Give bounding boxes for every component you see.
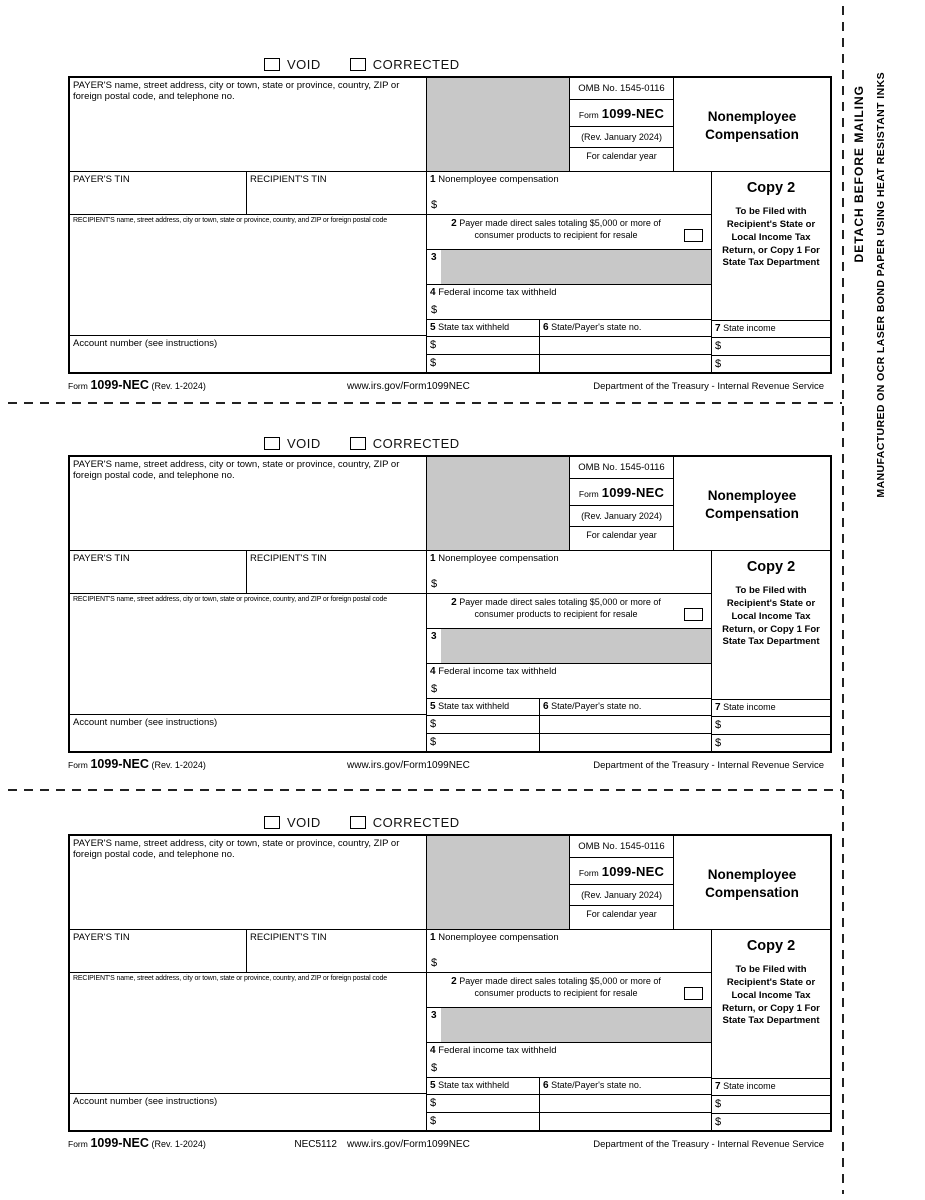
box2-label: Payer made direct sales totaling $5,000 or more of consumer products to recipient for resale [459, 976, 661, 998]
box7-state-income [712, 1078, 830, 1130]
account-number-label: Account number (see instructions) [73, 1096, 218, 1107]
corrected-checkbox[interactable] [350, 437, 366, 450]
box3-number: 3 [431, 252, 437, 263]
box4-number: 4 [430, 666, 436, 677]
box2-number: 2 [451, 976, 457, 987]
box6-state-payer-no [540, 699, 712, 751]
dollar-sign: $ [430, 736, 437, 748]
box5-number: 5 [430, 322, 436, 333]
footer-form-id [68, 378, 206, 392]
form-title: Nonemployee Compensation [674, 78, 830, 172]
box3-shaded [427, 629, 712, 664]
box6-label: State/Payer's state no. [551, 701, 642, 711]
box7-state-income [712, 320, 830, 372]
treasury-label: Department of the Treasury - Internal Revenue Service [593, 1139, 824, 1150]
box6-entry-row [540, 1094, 711, 1112]
dollar-sign: $ [431, 199, 438, 212]
recipient-tin-field [247, 172, 427, 215]
dollar-sign: $ [431, 304, 438, 317]
box3-number: 3 [431, 631, 437, 642]
irs-url: www.irs.gov/Form1099NEC [347, 760, 470, 771]
corrected-label: CORRECTED [372, 56, 460, 72]
box5-number: 5 [430, 1080, 436, 1091]
form-number-cell [570, 100, 673, 127]
box5-label: State tax withheld [438, 1080, 510, 1090]
account-number-label: Account number (see instructions) [73, 717, 218, 728]
box3-shaded [427, 250, 712, 285]
account-number-field [70, 1094, 427, 1130]
corrected-checkbox[interactable] [350, 58, 366, 71]
footer-form-id [68, 1136, 206, 1150]
payer-info-label: PAYER'S name, street address, city or town, state or province, country, ZIP or foreign postal code, and telephone no. [73, 80, 400, 103]
corrected-label: CORRECTED [372, 814, 460, 830]
footer-form-word: Form [68, 1139, 88, 1149]
box7-number: 7 [715, 702, 721, 713]
payer-info-field [70, 836, 427, 930]
dollar-sign: $ [715, 719, 722, 731]
void-corrected-row [264, 435, 460, 451]
shaded-area-box3 [441, 250, 711, 284]
box2-number: 2 [451, 218, 457, 229]
form-number: 1099-NEC [601, 864, 665, 879]
account-number-label: Account number (see instructions) [73, 338, 218, 349]
omb-column [570, 836, 674, 930]
dollar-sign: $ [430, 1115, 437, 1127]
product-code: NEC5112 [294, 1139, 337, 1150]
shaded-area-top [427, 78, 570, 172]
void-label: VOID [287, 435, 321, 451]
recipient-tin-field [247, 930, 427, 973]
recipient-info-field [70, 973, 427, 1094]
box6-label: State/Payer's state no. [551, 322, 642, 332]
account-number-field [70, 336, 427, 372]
void-checkbox[interactable] [264, 816, 280, 829]
dollar-sign: $ [430, 718, 437, 730]
recipient-info-label: RECIPIENT'S name, street address, city or town, state or province, country, and ZIP or foreign postal code [73, 596, 387, 603]
calendar-year-label: For calendar year [586, 909, 657, 919]
form-word: Form [578, 110, 599, 120]
form-footer [68, 378, 828, 394]
form-number: 1099-NEC [601, 485, 665, 500]
void-corrected-row [264, 56, 460, 72]
payer-info-field [70, 78, 427, 172]
copy-label: Copy 2 [746, 180, 796, 196]
dollar-sign: $ [715, 737, 722, 749]
box6-entry-row [540, 336, 711, 354]
copy-column [712, 172, 830, 320]
treasury-label: Department of the Treasury - Internal Revenue Service [593, 760, 824, 771]
recipient-tin-label: RECIPIENT'S TIN [250, 932, 327, 943]
copy-label: Copy 2 [746, 938, 796, 954]
dollar-sign: $ [715, 1116, 722, 1128]
revision-date: (Rev. January 2024) [570, 506, 673, 527]
box4-federal-tax-withheld [427, 1043, 712, 1078]
detach-before-mailing-text: DETACH BEFORE MAILING [852, 85, 866, 263]
box6-entry-row [540, 733, 711, 751]
form-body [68, 76, 832, 374]
irs-url: www.irs.gov/Form1099NEC [347, 1139, 470, 1150]
dollar-sign: $ [430, 1097, 437, 1109]
form-word: Form [578, 868, 599, 878]
box1-number: 1 [430, 174, 436, 185]
box5-state-tax-withheld [427, 699, 540, 751]
dollar-sign: $ [431, 957, 438, 970]
box7-label: State income [723, 323, 776, 333]
box2-direct-sales [427, 215, 712, 250]
form-footer [68, 1136, 828, 1152]
shaded-area-top [427, 836, 570, 930]
copy-column [712, 930, 830, 1078]
box6-entry-row [540, 715, 711, 733]
dollar-sign: $ [430, 339, 437, 351]
box6-entry-row [540, 354, 711, 372]
form-body [68, 455, 832, 753]
treasury-label: Department of the Treasury - Internal Revenue Service [593, 381, 824, 392]
box5-state-tax-withheld [427, 1078, 540, 1130]
form-number: 1099-NEC [601, 106, 665, 121]
payer-info-label: PAYER'S name, street address, city or town, state or province, country, ZIP or foreign postal code, and telephone no. [73, 838, 400, 861]
box7-number: 7 [715, 1081, 721, 1092]
box1-label: Nonemployee compensation [438, 553, 559, 564]
copy-label: Copy 2 [746, 559, 796, 575]
dollar-sign: $ [431, 1062, 438, 1075]
form-1099-nec [68, 435, 832, 775]
box6-state-payer-no [540, 320, 712, 372]
footer-form-number: 1099-NEC [90, 378, 149, 392]
shaded-area-box3 [441, 629, 711, 663]
copy-instructions: To be Filed with Recipient's State or Local Income Tax Return, or Copy 1 For State Tax Department [722, 206, 820, 269]
box4-label: Federal income tax withheld [438, 287, 557, 298]
footer-form-id [68, 757, 206, 771]
account-number-field [70, 715, 427, 751]
void-corrected-row [264, 814, 460, 830]
box6-state-payer-no [540, 1078, 712, 1130]
form-word: Form [578, 489, 599, 499]
footer-center [347, 381, 470, 392]
box2-number: 2 [451, 597, 457, 608]
box5-label: State tax withheld [438, 322, 510, 332]
footer-revision: (Rev. 1-2024) [151, 1139, 206, 1149]
box4-federal-tax-withheld [427, 664, 712, 699]
box5-state-tax-withheld [427, 320, 540, 372]
footer-form-number: 1099-NEC [90, 757, 149, 771]
corrected-checkbox[interactable] [350, 816, 366, 829]
revision-date: (Rev. January 2024) [570, 127, 673, 148]
box6-label: State/Payer's state no. [551, 1080, 642, 1090]
void-label: VOID [287, 56, 321, 72]
box6-number: 6 [543, 1080, 549, 1091]
box2-checkbox[interactable] [684, 229, 703, 242]
form-number-cell [570, 858, 673, 885]
box4-label: Federal income tax withheld [438, 666, 557, 677]
payer-tin-label: PAYER'S TIN [73, 174, 130, 185]
form-1099-nec [68, 814, 832, 1154]
recipient-info-label: RECIPIENT'S name, street address, city or town, state or province, country, and ZIP or foreign postal code [73, 975, 387, 982]
copy-instructions: To be Filed with Recipient's State or Local Income Tax Return, or Copy 1 For State Tax Department [722, 585, 820, 648]
box2-label: Payer made direct sales totaling $5,000 or more of consumer products to recipient for resale [459, 218, 661, 240]
payer-info-field [70, 457, 427, 551]
box4-number: 4 [430, 1045, 436, 1056]
shaded-area-box3 [441, 1008, 711, 1042]
omb-number: OMB No. 1545-0116 [570, 836, 673, 858]
dollar-sign: $ [431, 578, 438, 591]
form-title: Nonemployee Compensation [674, 457, 830, 551]
box6-entry-row [540, 1112, 711, 1130]
footer-revision: (Rev. 1-2024) [151, 760, 206, 770]
void-label: VOID [287, 814, 321, 830]
irs-url: www.irs.gov/Form1099NEC [347, 381, 470, 392]
payer-tin-field [70, 930, 247, 973]
payer-tin-label: PAYER'S TIN [73, 932, 130, 943]
form-number-cell [570, 479, 673, 506]
dollar-sign: $ [715, 340, 722, 352]
box1-label: Nonemployee compensation [438, 932, 559, 943]
omb-number: OMB No. 1545-0116 [570, 457, 673, 479]
form-1099-nec [68, 56, 832, 396]
box2-checkbox[interactable] [684, 987, 703, 1000]
box7-label: State income [723, 702, 776, 712]
box1-number: 1 [430, 932, 436, 943]
box6-number: 6 [543, 322, 549, 333]
box1-nonemployee-compensation [427, 551, 712, 594]
recipient-info-field [70, 215, 427, 336]
payer-tin-field [70, 551, 247, 594]
box7-number: 7 [715, 323, 721, 334]
footer-center [347, 760, 470, 771]
box3-shaded [427, 1008, 712, 1043]
footer-center [294, 1139, 470, 1150]
box6-number: 6 [543, 701, 549, 712]
dollar-sign: $ [431, 683, 438, 696]
footer-form-word: Form [68, 760, 88, 770]
omb-column [570, 457, 674, 551]
box5-number: 5 [430, 701, 436, 712]
payer-info-label: PAYER'S name, street address, city or town, state or province, country, ZIP or foreign postal code, and telephone no. [73, 459, 400, 482]
recipient-tin-label: RECIPIENT'S TIN [250, 174, 327, 185]
box1-nonemployee-compensation [427, 172, 712, 215]
recipient-tin-field [247, 551, 427, 594]
calendar-year-label: For calendar year [586, 151, 657, 161]
box3-number: 3 [431, 1010, 437, 1021]
corrected-label: CORRECTED [372, 435, 460, 451]
box1-nonemployee-compensation [427, 930, 712, 973]
copy-column [712, 551, 830, 699]
box1-label: Nonemployee compensation [438, 174, 559, 185]
footer-form-word: Form [68, 381, 88, 391]
recipient-info-field [70, 594, 427, 715]
shaded-area-top [427, 457, 570, 551]
box5-label: State tax withheld [438, 701, 510, 711]
void-checkbox[interactable] [264, 58, 280, 71]
box1-number: 1 [430, 553, 436, 564]
calendar-year-label: For calendar year [586, 530, 657, 540]
form-body [68, 834, 832, 1132]
box7-label: State income [723, 1081, 776, 1091]
box2-direct-sales [427, 973, 712, 1008]
recipient-tin-label: RECIPIENT'S TIN [250, 553, 327, 564]
dollar-sign: $ [715, 358, 722, 370]
form-title: Nonemployee Compensation [674, 836, 830, 930]
box2-label: Payer made direct sales totaling $5,000 or more of consumer products to recipient for resale [459, 597, 661, 619]
copy-instructions: To be Filed with Recipient's State or Local Income Tax Return, or Copy 1 For State Tax Department [722, 964, 820, 1027]
perforation-line-1 [8, 402, 842, 404]
form-footer [68, 757, 828, 773]
revision-date: (Rev. January 2024) [570, 885, 673, 906]
box4-federal-tax-withheld [427, 285, 712, 320]
footer-revision: (Rev. 1-2024) [151, 381, 206, 391]
recipient-info-label: RECIPIENT'S name, street address, city or town, state or province, country, and ZIP or foreign postal code [73, 217, 387, 224]
box7-state-income [712, 699, 830, 751]
footer-form-number: 1099-NEC [90, 1136, 149, 1150]
box4-label: Federal income tax withheld [438, 1045, 557, 1056]
box4-number: 4 [430, 287, 436, 298]
void-checkbox[interactable] [264, 437, 280, 450]
perforation-line-vertical [842, 6, 844, 1194]
omb-column [570, 78, 674, 172]
omb-number: OMB No. 1545-0116 [570, 78, 673, 100]
dollar-sign: $ [715, 1098, 722, 1110]
payer-tin-label: PAYER'S TIN [73, 553, 130, 564]
payer-tin-field [70, 172, 247, 215]
paper-stock-text: MANUFACTURED ON OCR LASER BOND PAPER USING HEAT RESISTANT INKS [875, 72, 887, 498]
dollar-sign: $ [430, 357, 437, 369]
box2-checkbox[interactable] [684, 608, 703, 621]
box2-direct-sales [427, 594, 712, 629]
perforation-line-2 [8, 789, 842, 791]
